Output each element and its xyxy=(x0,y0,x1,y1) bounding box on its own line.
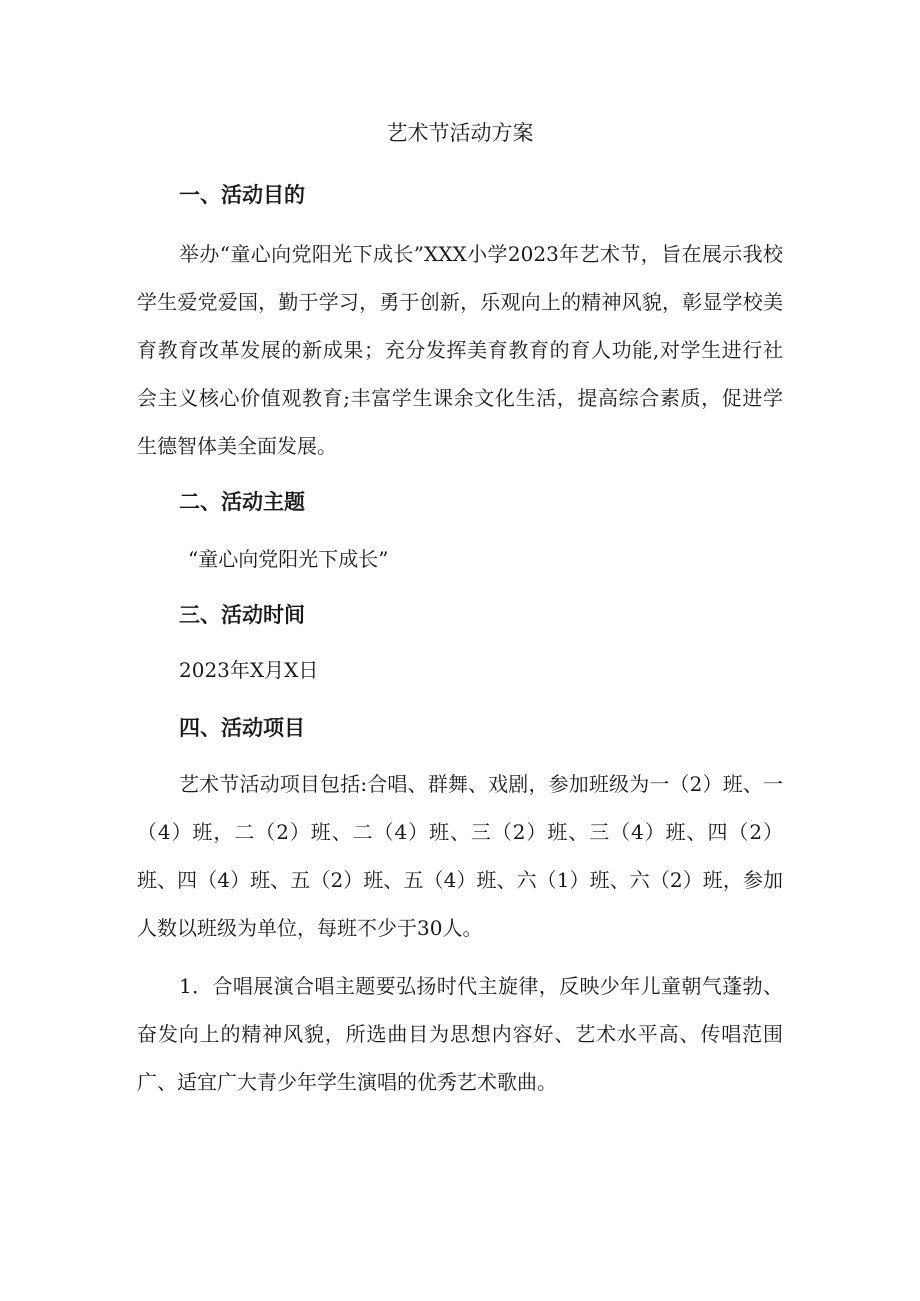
section-heading-theme: 二、活动主题 xyxy=(179,490,305,514)
section-heading-time: 三、活动时间 xyxy=(179,603,305,627)
section-body-theme: “童心向党阳光下成长” xyxy=(188,547,389,571)
section-body-time: 2023年X月X日 xyxy=(179,658,319,682)
section-heading-purpose: 一、活动目的 xyxy=(179,183,305,207)
section-heading-items: 四、活动项目 xyxy=(179,716,305,740)
section-body-purpose: 举办“童心向党阳光下成长”XXX小学2023年艺术节，旨在展示我校学生爱党爱国，勤于学习，勇于创新，乐观向上的精神风貌，彰显学校美育教育改革发展的新成果；充分发挥美育教育的育人功能,对学生进行社会主义核心价值观教育;丰富学生课余文化生活，提高综合素质，促进学生德智体美全面发展。 xyxy=(137,242,783,458)
section-body-items: 艺术节活动项目包括:合唱、群舞、戏剧，参加班级为一（2）班、一（4）班，二（2）班、二（4）班、三（2）班、三（4）班、四（2）班、四（4）班、五（2）班、五（4）班、六（1）班、六（2）班，参加人数以班级为单位，每班不少于30人。 xyxy=(137,772,783,940)
section-item-chorus: 1．合唱展演合唱主题要弘扬时代主旋律，反映少年儿童朝气蓬勃、奋发向上的精神风貌，所选曲目为思想内容好、艺术水平高、传唱范围广、适宜广大青少年学生演唱的优秀艺术歌曲。 xyxy=(137,974,783,1094)
document-title: 艺术节活动方案 xyxy=(386,121,534,145)
